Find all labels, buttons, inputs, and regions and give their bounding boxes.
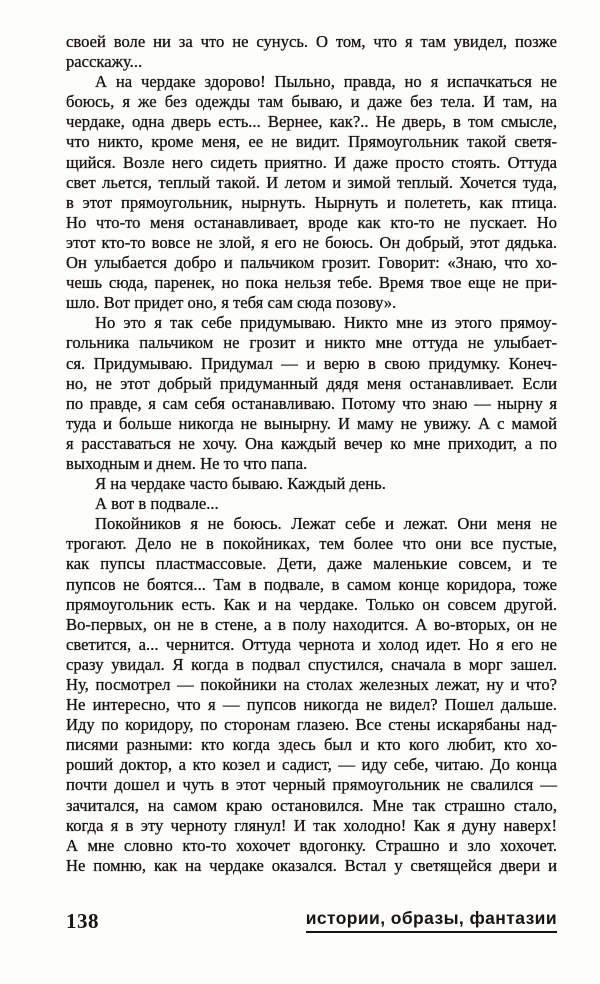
text-line: что никто, кроме меня, ее не видит. Прямоугольник такой светя-	[66, 132, 557, 152]
text-line: Не интересно, что я — пупсов никогда не видел? Пошел дальше.	[66, 695, 557, 715]
text-line: свет льется, теплый такой. И летом и зимой теплый. Хочется туда,	[66, 172, 557, 192]
text-line: Он улыбается добро и пальчиком грозит. Говорит: «Знаю, что хо-	[66, 253, 557, 273]
text-line: гольника пальчиком не грозит и никто мне оттуда не улыбает-	[66, 333, 557, 353]
text-line: ся. Придумываю. Придумал — и верю в свою придумку. Конеч-	[66, 353, 557, 373]
text-line: я расставаться не хочу. Она каждый вечер ко мне приходит, а по	[66, 433, 557, 453]
text-line: почти дошел и чуть в этот черный прямоугольник не свалился —	[66, 775, 557, 795]
text-line: Во-первых, он не в стене, а в полу находится. А во-вторых, он не	[66, 614, 557, 634]
text-line: А мне словно кто-то хохочет вдогонку. Страшно и зло хохочет.	[66, 835, 557, 855]
text-line: А вот в подвале...	[95, 494, 219, 514]
text-line: А на чердаке здорово! Пыльно, правда, но я испачкаться не	[95, 72, 557, 92]
text-line: прямоугольник есть. Как и на чердаке. Только он совсем другой.	[66, 594, 557, 614]
text-line: роший доктор, а кто козел и садист, — иду себе, читаю. До конца	[66, 755, 557, 775]
text-line: Не помню, как на чердаке оказался. Встал у светящейся двери и	[66, 855, 557, 875]
text-line: трогают. Дело не в покойниках, тем более что они все пустые,	[66, 534, 557, 554]
text-line: туда и больше никогда не вынырну. И маму не увижу. А с мамой	[66, 413, 557, 433]
text-line: боюсь, я же без одежды там бываю, и даже без тела. И там, на	[66, 92, 557, 112]
text-line: как пупсы пластмассовые. Дети, даже маленькие совсем, и те	[66, 554, 557, 574]
text-line: этот кто-то вовсе не злой, я его не боюсь. Он добрый, этот дядька.	[66, 232, 557, 252]
text-line: светится, а... чернится. Оттуда чернота и холод идет. Но я его не	[66, 634, 557, 654]
text-line: Покойников я не боюсь. Лежат себе и лежат. Они меня не	[95, 514, 557, 534]
text-line: выходным и днем. Не то что папа.	[66, 453, 308, 473]
text-line: Иду по коридору, по сторонам глазею. Все стены искарябаны над-	[66, 715, 557, 735]
text-line: чешь сюда, паренек, но пока нельзя тебе. Время твое еще не при-	[66, 273, 557, 293]
text-line: чердаке, одна дверь есть... Вернее, как?.. Не дверь, в том смысле,	[66, 112, 557, 132]
text-line: в этот прямоугольник, нырнуть. Нырнуть и полететь, как птица.	[66, 192, 557, 212]
text-line: шло. Вот придет оно, я тебя сам сюда позову».	[66, 293, 397, 313]
text-line: но, не этот добрый придуманный дядя меня останавливает. Если	[66, 373, 557, 393]
text-line: своей воле ни за что не сунусь. О том, что я там увидел, позже	[66, 32, 557, 51]
text-line: сразу увидал. Я когда в подвал спустился, сначала в морг зашел.	[66, 654, 557, 674]
text-line: Я на чердаке часто бываю. Каждый день.	[95, 474, 386, 494]
body-text	[66, 32, 557, 876]
text-line: по правде, я сам себя останавливаю. Потому что знаю — нырну я	[66, 393, 557, 413]
text-line: пупсов не боятся... Там в подвале, в самом конце коридора, тоже	[66, 574, 557, 594]
text-line: зачитался, на самом краю остановился. Мне так страшно стало,	[66, 795, 557, 815]
text-line: Но что-то меня останавливает, вроде как кто-то не пускает. Но	[66, 212, 557, 232]
text-line: щийся. Возле него сидеть приятно. И даже просто стоять. Оттуда	[66, 152, 557, 172]
page-number: 138	[66, 909, 99, 933]
text-line: Ну, посмотрел — покойники на столах железных лежат, ну и что?	[66, 675, 557, 694]
running-title: истории, образы, фантазии	[306, 908, 557, 933]
text-line: Но это я так себе придумываю. Никто мне из этого прямоу-	[95, 313, 557, 333]
text-line: писями разными: кто когда здесь был и кто кого любит, кто хо-	[66, 735, 557, 755]
text-line: расскажу...	[66, 52, 143, 72]
text-line: когда я в эту черноту глянул! И так холодно! Как я дуну наверх!	[66, 815, 557, 835]
